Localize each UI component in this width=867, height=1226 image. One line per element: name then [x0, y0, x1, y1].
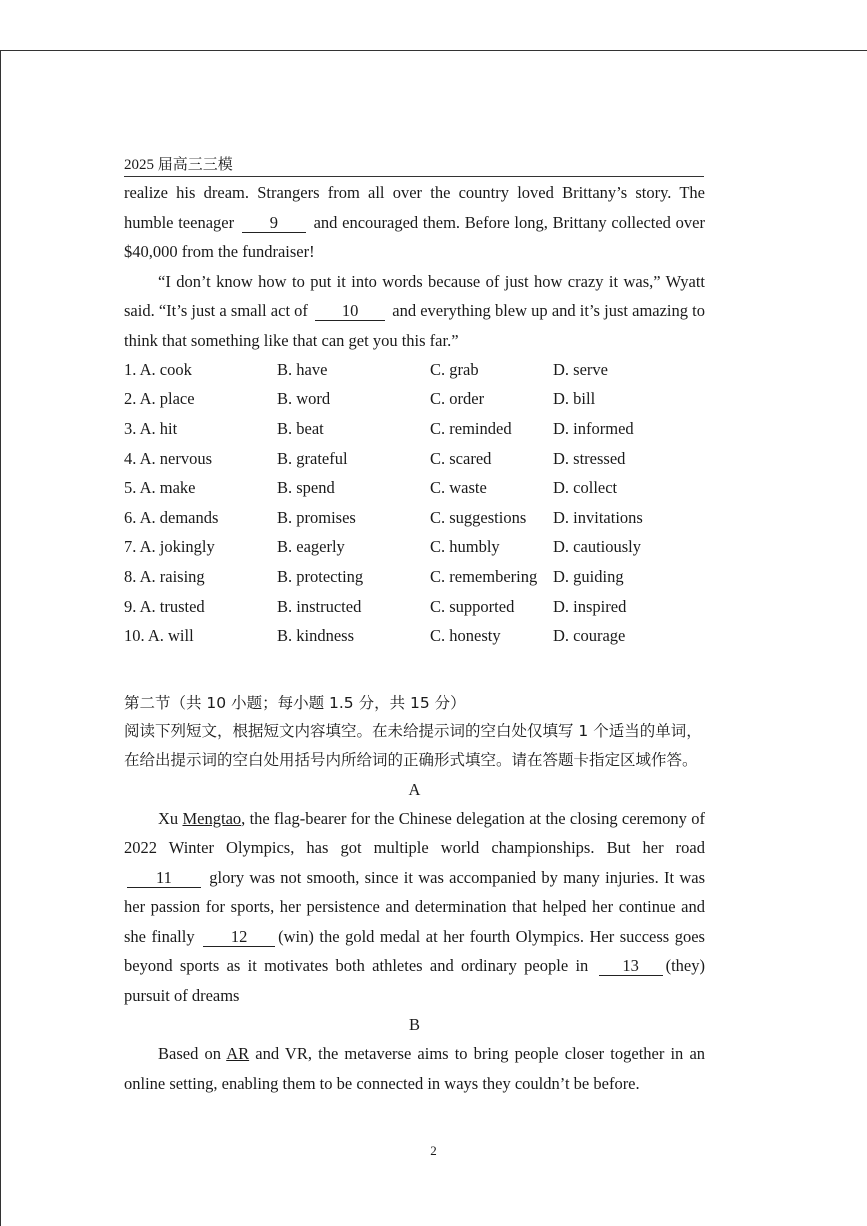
option-b: B. beat — [277, 418, 324, 438]
option-d: D. courage — [553, 626, 626, 646]
text-segment: glory was not smooth, since it was accompanied by many injuries. It was her passion for sports, her persistence and determination that helped her continue and she finally — [124, 867, 705, 946]
option-a: 2. A. place — [124, 389, 195, 409]
blank-12: 12 — [203, 928, 275, 947]
option-a: 8. A. raising — [124, 566, 205, 586]
option-a: 9. A. trusted — [124, 596, 205, 616]
options-table — [124, 355, 705, 651]
option-d: D. stressed — [553, 448, 626, 468]
option-b: B. instructed — [277, 596, 362, 616]
text-segment: (they) pursuit of dreams — [124, 956, 705, 1005]
text-segment: and everything blew up and it’s just amazing to think that something like that can get you this far.” — [124, 301, 706, 350]
text-segment: (win) the gold medal at her fourth Olympics. Her success goes beyond sports as it motivates both athletes and ordinary people in — [124, 926, 705, 976]
page-header: 2025 届高三三模 — [124, 156, 704, 177]
blank-10: 10 — [315, 302, 385, 321]
text-segment: , the flag-bearer for the Chinese delegation at the closing ceremony of 2022 Winter Olympics, has got multiple world championships. But her road — [124, 808, 705, 858]
option-a: 5. A. make — [124, 478, 196, 498]
text-segment: humble teenager — [124, 212, 235, 232]
text-segment: Based on — [158, 1044, 221, 1064]
option-b: B. promises — [277, 507, 356, 527]
option-b: B. protecting — [277, 566, 364, 586]
option-d: D. inspired — [553, 596, 627, 616]
passage-a-label: A — [408, 779, 421, 799]
blank-11: 11 — [127, 869, 201, 888]
option-row — [124, 473, 705, 503]
blank-9: 9 — [242, 214, 306, 233]
option-row — [124, 621, 705, 651]
option-d: D. collect — [553, 478, 618, 498]
option-row — [124, 503, 705, 533]
passage-continuation — [124, 178, 705, 267]
text-segment: “I don’t know how to put it into words because of just how crazy it was,” Wyatt said. “It’s just a small act of — [124, 271, 705, 320]
option-a: 6. A. demands — [124, 507, 219, 527]
option-b: B. grateful — [277, 448, 348, 468]
section-title: 第二节（共 10 小题；每小题 1.5 分，共 15 分） — [124, 693, 466, 712]
option-b: B. have — [277, 359, 328, 379]
document-content — [124, 178, 705, 1098]
option-c: C. waste — [430, 478, 487, 498]
option-b: B. spend — [277, 478, 335, 498]
page-number: 2 — [430, 1143, 437, 1158]
blank-13: 13 — [599, 957, 663, 976]
option-b: B. eagerly — [277, 537, 345, 557]
option-b: B. kindness — [277, 626, 355, 646]
option-b: B. word — [277, 389, 331, 409]
option-c: C. reminded — [430, 418, 512, 438]
option-d: D. cautiously — [553, 537, 641, 557]
option-c: C. remembering — [430, 566, 538, 586]
option-row — [124, 592, 705, 622]
option-c: C. supported — [430, 596, 515, 616]
option-c: C. grab — [430, 359, 479, 379]
option-row — [124, 533, 705, 563]
underlined-abbreviation: AR — [226, 1044, 250, 1064]
option-row — [124, 444, 705, 474]
option-row — [124, 355, 705, 385]
quote-paragraph — [124, 267, 705, 356]
section-instructions: 阅读下列短文，根据短文内容填空。在未给提示词的空白处仅填写 1 个适当的单词，在给出提示词的空白处用括号内所给词的正确形式填空。请在答题卡指定区域作答。 — [124, 721, 702, 769]
option-row — [124, 562, 705, 592]
option-row — [124, 385, 705, 415]
text-segment: and encouraged them. Before long, Brittany collected — [313, 212, 671, 232]
passage-b-paragraph — [124, 1039, 705, 1098]
option-c: C. honesty — [430, 626, 501, 646]
option-d: D. serve — [553, 359, 608, 379]
option-a: 4. A. nervous — [124, 448, 212, 468]
option-d: D. guiding — [553, 566, 624, 586]
option-d: D. invitations — [553, 507, 643, 527]
passage-b-label: B — [408, 1015, 420, 1035]
option-c: C. suggestions — [430, 507, 527, 527]
option-a: 1. A. cook — [124, 359, 192, 379]
option-c: C. scared — [430, 448, 492, 468]
option-a: 3. A. hit — [124, 418, 178, 438]
text-line: over $40,000 from the fundraiser! — [124, 212, 705, 261]
option-c: C. humbly — [430, 537, 500, 557]
text-segment: Xu — [158, 808, 179, 828]
text-segment: and VR, the metaverse aims to bring people closer together in an online setting, enabling them to be connected in ways they couldn’t be before. — [124, 1044, 706, 1093]
text-line: realize his dream. Strangers from all over the country loved Brittany’s story. The — [124, 183, 705, 202]
option-c: C. order — [430, 389, 485, 409]
option-a: 10. A. will — [124, 626, 194, 646]
option-a: 7. A. jokingly — [124, 537, 215, 557]
option-row — [124, 414, 705, 444]
option-d: D. bill — [553, 389, 596, 409]
passage-a-paragraph — [124, 804, 705, 1011]
option-d: D. informed — [553, 418, 634, 438]
underlined-name: Mengtao — [182, 808, 242, 828]
